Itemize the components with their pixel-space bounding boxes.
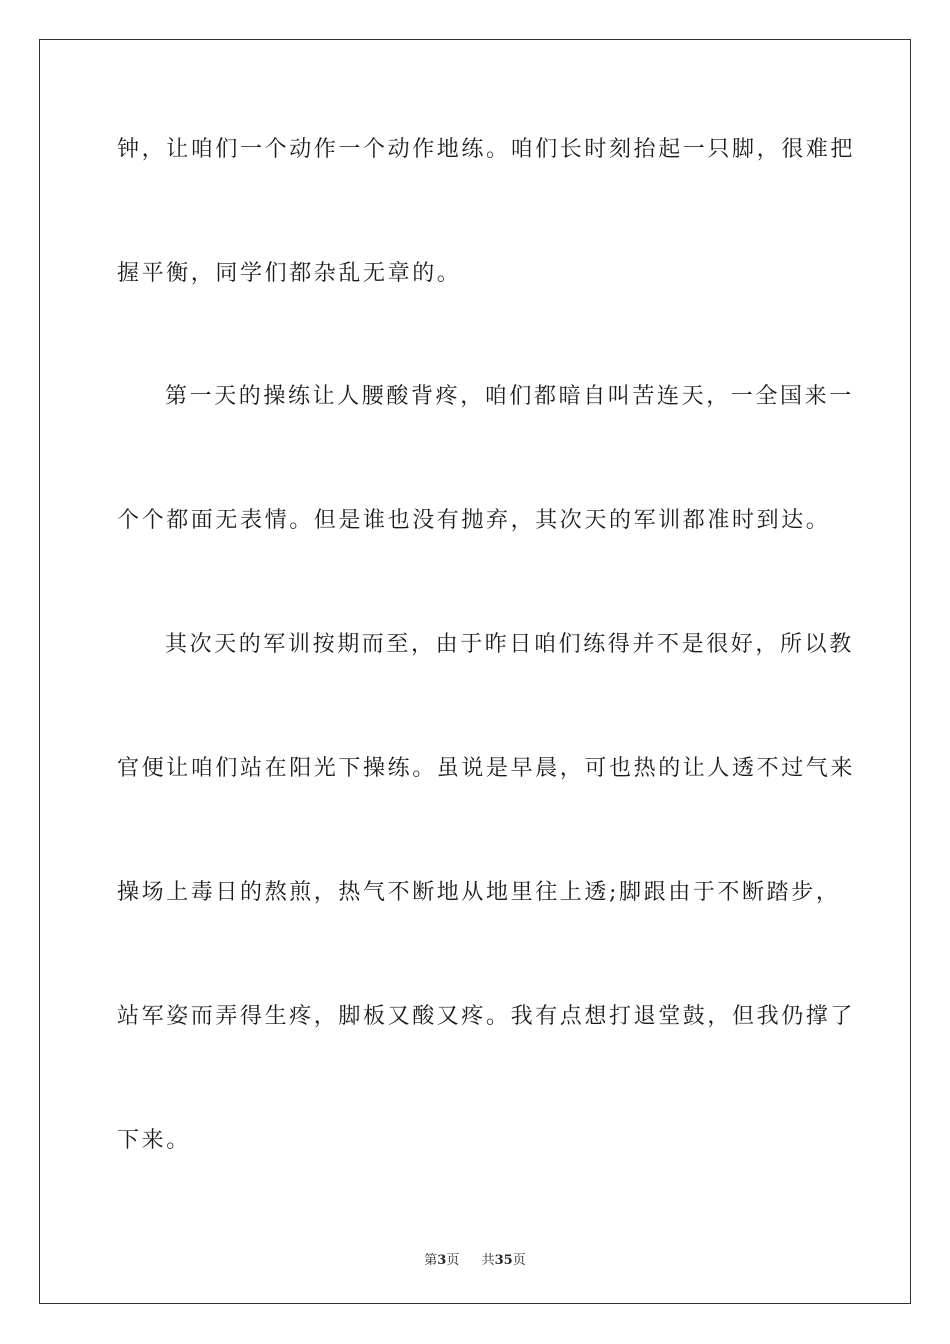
paragraph-line-5: 其次天的军训按期而至，由于昨日咱们练得并不是很好，所以教	[165, 632, 854, 657]
page-prefix: 第	[424, 1253, 438, 1268]
paragraph-line-1: 钟，让咱们一个动作一个动作地练。咱们长时刻抬起一只脚，很难把	[117, 137, 856, 162]
paragraph-line-7: 操场上毒日的熬煎，热气不断地从地里往上透;脚跟由于不断踏步，	[117, 880, 841, 905]
paragraph-line-6: 官便让咱们站在阳光下操练。虽说是早晨，可也热的让人透不过气来	[117, 756, 856, 781]
page-footer	[0, 1249, 950, 1268]
total-prefix: 共	[481, 1253, 495, 1268]
paragraph-line-4: 个个都面无表情。但是谁也没有抛弃，其次天的军训都准时到达。	[117, 508, 831, 533]
total-pages: 35	[494, 1253, 513, 1268]
total-suffix: 页	[512, 1253, 526, 1268]
page-border	[39, 39, 911, 1304]
paragraph-line-9: 下来。	[117, 1128, 191, 1153]
paragraph-line-8: 站军姿而弄得生疼，脚板又酸又疼。我有点想打退堂鼓，但我仍撑了	[117, 1004, 856, 1029]
paragraph-line-3: 第一天的操练让人腰酸背疼，咱们都暗自叫苦连天，一全国来一	[165, 384, 854, 409]
page-suffix: 页	[446, 1253, 460, 1268]
page-number: 3	[437, 1253, 447, 1268]
paragraph-line-2: 握平衡，同学们都杂乱无章的。	[117, 261, 462, 286]
